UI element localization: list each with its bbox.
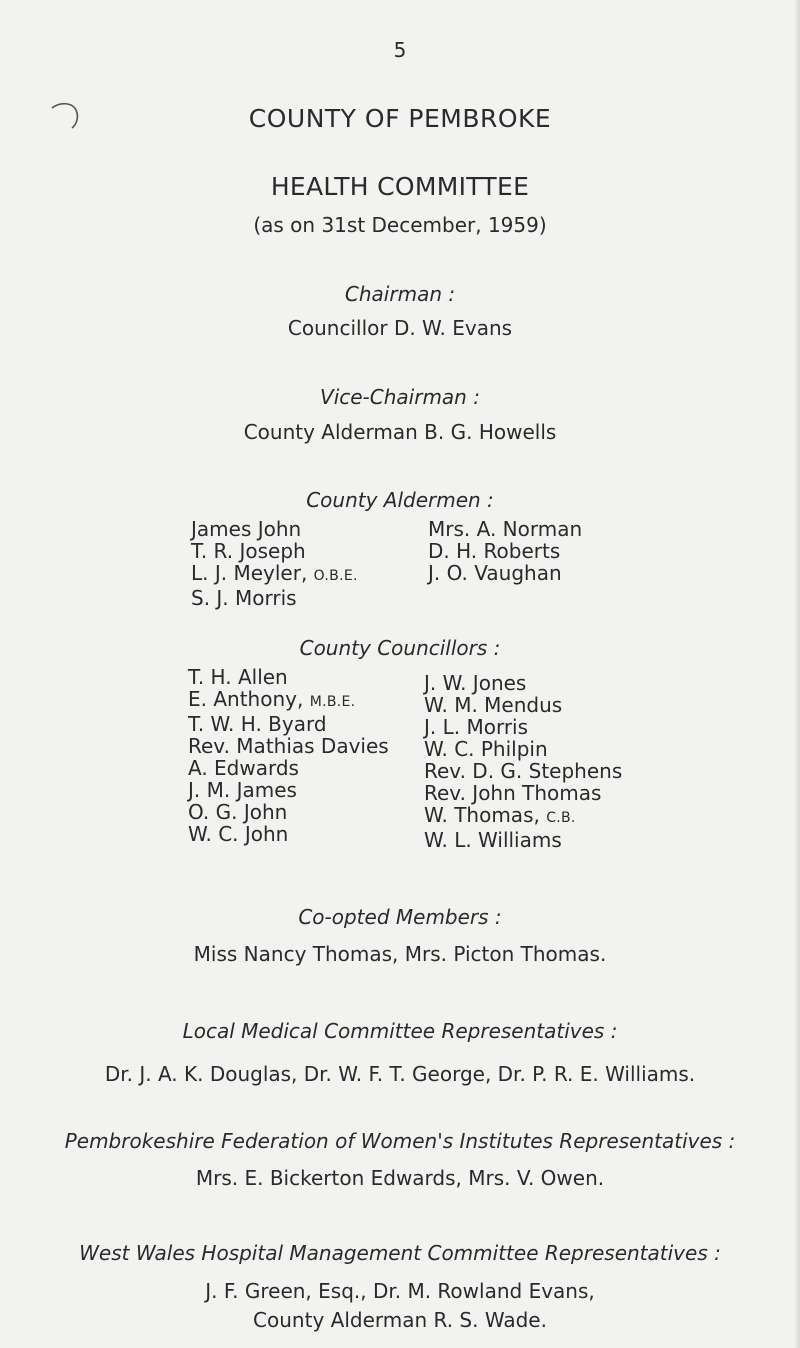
committee-title: HEALTH COMMITTEE bbox=[270, 172, 530, 201]
page-edge-shadow bbox=[794, 0, 800, 1348]
coopted-heading: Co-opted Members : bbox=[298, 905, 502, 929]
list-item: W. C. Philpin bbox=[424, 737, 548, 761]
womens-institutes-heading: Pembrokeshire Federation of Women's Institutes Representatives : bbox=[64, 1129, 736, 1153]
list-item: Mrs. A. Norman bbox=[428, 517, 583, 541]
aldermen-right-list bbox=[428, 518, 582, 584]
list-item: W. Thomas, C.B. bbox=[424, 803, 576, 827]
list-item: O. G. John bbox=[188, 800, 288, 824]
list-item: T. W. H. Byard bbox=[188, 712, 327, 736]
list-item: W. M. Mendus bbox=[424, 693, 563, 717]
aldermen-left-list bbox=[191, 518, 358, 609]
page-number: 5 bbox=[393, 38, 407, 62]
list-item: J. M. James bbox=[188, 778, 297, 802]
vice-chairman-heading: Vice-Chairman : bbox=[320, 385, 480, 409]
list-item: E. Anthony, M.B.E. bbox=[188, 687, 356, 711]
list-item: L. J. Meyler, O.B.E. bbox=[191, 561, 358, 585]
councillors-left-list bbox=[188, 666, 389, 845]
vice-chairman-name: County Alderman B. G. Howells bbox=[243, 420, 557, 444]
list-item: J. L. Morris bbox=[424, 715, 529, 739]
coopted-names: Miss Nancy Thomas, Mrs. Picton Thomas. bbox=[193, 942, 607, 966]
aldermen-heading: County Aldermen : bbox=[306, 488, 494, 512]
list-item: Rev. John Thomas bbox=[424, 781, 602, 805]
list-item: W. C. John bbox=[188, 822, 289, 846]
list-item: S. J. Morris bbox=[191, 586, 297, 610]
as-of-date: (as on 31st December, 1959) bbox=[253, 213, 547, 237]
list-item: J. O. Vaughan bbox=[428, 561, 562, 585]
councillors-heading: County Councillors : bbox=[299, 636, 501, 660]
councillors-right-list bbox=[424, 672, 622, 851]
hospital-heading: West Wales Hospital Management Committee Representatives : bbox=[79, 1241, 721, 1265]
list-item: Rev. Mathias Davies bbox=[188, 734, 389, 758]
list-item: James John bbox=[191, 517, 302, 541]
local-medical-names: Dr. J. A. K. Douglas, Dr. W. F. T. George, Dr. P. R. E. Williams. bbox=[104, 1062, 696, 1086]
list-item: W. L. Williams bbox=[424, 828, 562, 852]
list-item: Rev. D. G. Stephens bbox=[424, 759, 623, 783]
hospital-names-line1: J. F. Green, Esq., Dr. M. Rowland Evans, bbox=[205, 1279, 595, 1303]
document-title: COUNTY OF PEMBROKE bbox=[248, 104, 552, 133]
list-item: A. Edwards bbox=[188, 756, 299, 780]
list-item: J. W. Jones bbox=[424, 671, 527, 695]
chairman-name: Councillor D. W. Evans bbox=[287, 316, 513, 340]
list-item: D. H. Roberts bbox=[428, 539, 561, 563]
chairman-heading: Chairman : bbox=[344, 282, 456, 306]
hospital-names-line2: County Alderman R. S. Wade. bbox=[253, 1308, 547, 1332]
womens-institutes-names: Mrs. E. Bickerton Edwards, Mrs. V. Owen. bbox=[195, 1166, 605, 1190]
local-medical-heading: Local Medical Committee Representatives : bbox=[182, 1019, 618, 1043]
list-item: T. R. Joseph bbox=[191, 539, 306, 563]
list-item: T. H. Allen bbox=[188, 665, 288, 689]
